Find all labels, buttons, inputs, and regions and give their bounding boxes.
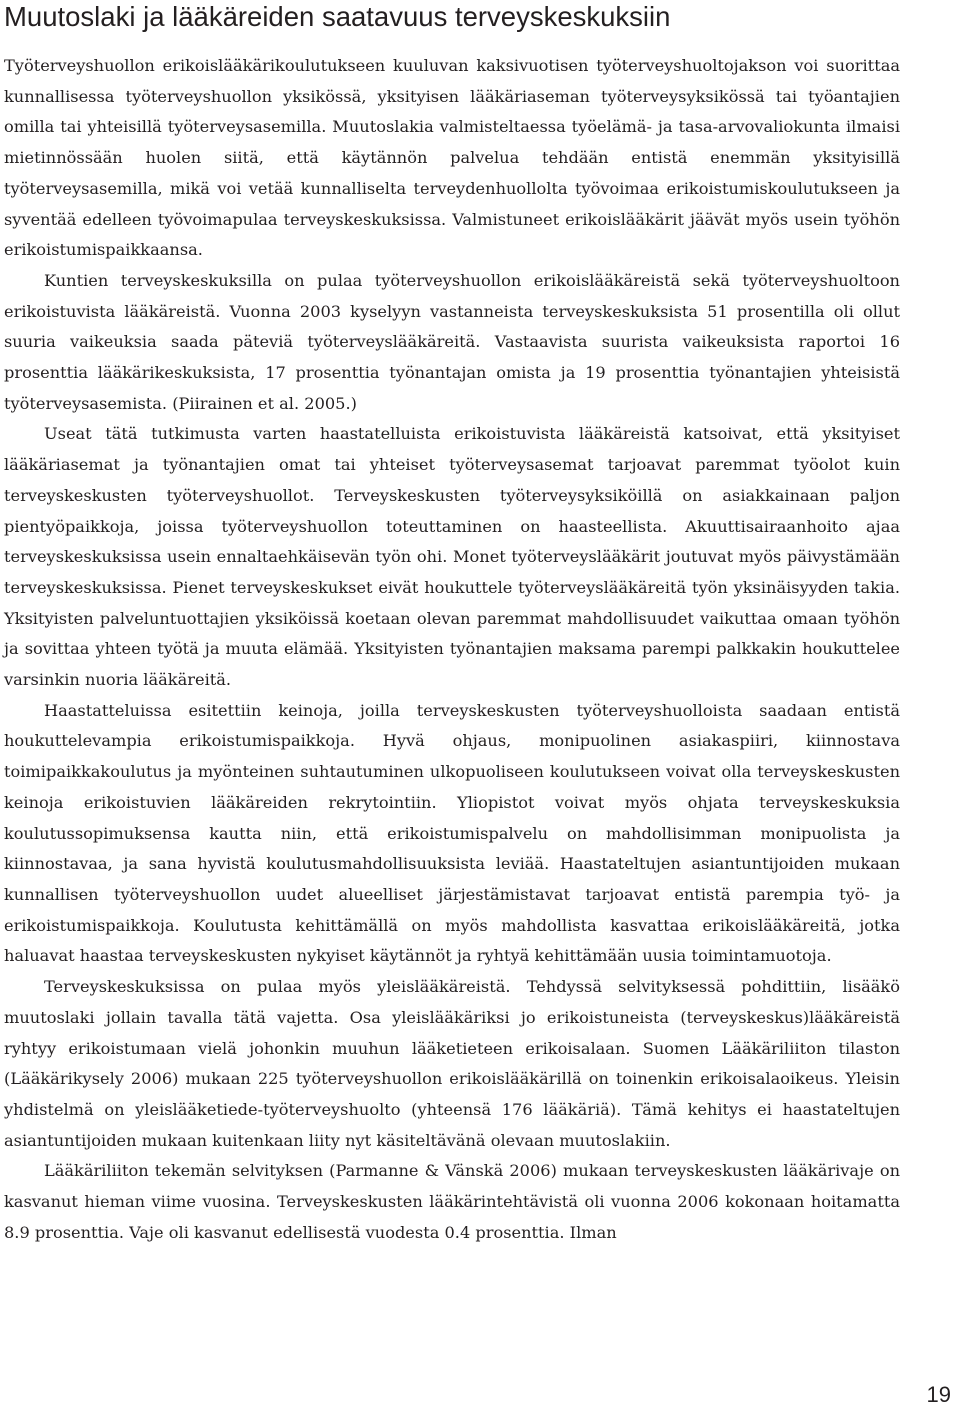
- paragraph: Useat tätä tutkimusta varten haastatelluista erikoistuvista lääkäreistä katsoivat, että yksityiset lääkäriasemat ja työnantajien omat tai yhteiset työterveysasemat tarjoavat paremmat työolot kuin terveyskeskusten työterveyshuollot. Terveyskeskusten työterveysyksiköillä on asiakkainaan paljon pientyöpaikkoja, joissa työterveyshuollon toteuttaminen on haasteellista. Akuuttisairaanhoito ajaa terveyskeskuksissa usein ennaltaehkäisevän työn ohi. Monet työterveyslääkärit joutuvat myös päivystämään terveyskeskuksissa. Pienet terveyskeskukset eivät houkuttele työterveyslääkäreitä työn yksinäisyyden takia. Yksityisten palveluntuottajien yksiköissä koetaan olevan paremmat mahdollisuudet vaikuttaa omaan työhön ja sovittaa yhteen työtä ja muuta elämää. Yksityisten työnantajien maksama parempi palkkakin houkuttelee varsinkin nuoria lääkäreitä.: [4, 424, 900, 690]
- page-number: 19: [926, 1382, 951, 1407]
- paragraph: Terveyskeskuksissa on pulaa myös yleislääkäreistä. Tehdyssä selvityksessä pohdittiin, lisääkö muutoslaki jollain tavalla tätä vajetta. Osa yleislääkäriksi jo erikoistuneista (terveyskeskus)lääkäreistä ryhtyy erikoistumaan vielä johonkin muuhun lääketieteen erikoisalaan. Suomen Lääkäriliiton tilaston (Lääkärikysely 2006) mukaan 225 työterveyshuollon erikoislääkärillä on toinenkin erikoisalaoikeus. Yleisin yhdistelmä on yleislääketiede-työterveyshuolto (yhteensä 176 lääkäriä). Tämä kehitys ei haastateltujen asiantuntijoiden mukaan kuitenkaan liity nyt käsiteltävänä olevaan muutoslakiin.: [4, 977, 900, 1150]
- body-text: [4, 51, 900, 1248]
- page-title: Muutoslaki ja lääkäreiden saatavuus terveyskeskuksiin: [4, 1, 671, 32]
- paragraph: Työterveyshuollon erikoislääkärikoulutukseen kuuluvan kaksivuotisen työterveyshuoltojakson voi suorittaa kunnallisessa työterveyshuollon yksikössä, yksityisen lääkäriaseman työterveysyksikössä tai työantajien omilla tai yhteisillä työterveysasemilla. Muutoslakia valmisteltaessa työelämä- ja tasa-arvovaliokunta ilmaisi mietinnössään huolen siitä, että käytännön palvelua tehdään entistä enemmän yksityisillä työterveysasemilla, mikä voi vetää kunnalliselta terveydenhuollolta työvoimaa erikoistumiskoulutukseen ja syventää edelleen työvoimapulaa terveyskeskuksissa. Valmistuneet erikoislääkärit jäävät myös usein työhön erikoistumispaikkaansa.: [4, 56, 900, 260]
- paragraph: Lääkäriliiton tekemän selvityksen (Parmanne & Vänskä 2006) mukaan terveyskeskusten lääkärivaje on kasvanut hieman viime vuosina. Terveyskeskusten lääkärintehtävistä oli vuonna 2006 kokonaan hoitamatta 8.9 prosenttia. Vaje oli kasvanut edellisestä vuodesta 0.4 prosenttia. Ilman: [4, 1161, 900, 1242]
- paragraph: Kuntien terveyskeskuksilla on pulaa työterveyshuollon erikoislääkäreistä sekä työterveyshuoltoon erikoistuvista lääkäreistä. Vuonna 2003 kyselyyn vastanneista terveyskeskuksista 51 prosentilla oli ollut suuria vaikeuksia saada päteviä työterveyslääkäreitä. Vastaavista suurista vaikeuksista raportoi 16 prosenttia lääkärikeskuksista, 17 prosenttia työnantajan omista ja 19 prosenttia työnantajien yhteisistä työterveysasemista. (Piirainen et al. 2005.): [4, 270, 900, 413]
- paragraph: Haastatteluissa esitettiin keinoja, joilla terveyskeskusten työterveyshuolloista saadaan entistä houkuttelevampia erikoistumispaikkoja. Hyvä ohjaus, monipuolinen asiakaspiiri, kiinnostava toimipaikkakoulutus ja myönteinen suhtautuminen ulkopuoliseen koulutukseen voivat olla terveyskeskusten keinoja erikoistuvien lääkäreiden rekrytointiin. Yliopistot voivat myös ohjata terveyskeskuksia koulutussopimuksensa kautta niin, että erikoistumispalvelu on mahdollisimman monipuolista ja kiinnostavaa, ja sana hyvistä koulutusmahdollisuuksista leviää. Haastateltujen asiantuntijoiden mukaan kunnallisen työterveyshuollon uudet alueelliset järjestämistavat tarjoavat entistä parempia työ- ja erikoistumispaikkoja. Koulutusta kehittämällä on myös mahdollista kasvattaa erikoislääkäreitä, jotka haluavat haastaa terveyskeskusten nykyiset käytännöt ja ryhtyä kehittämään uusia toimintamuotoja.: [4, 700, 900, 966]
